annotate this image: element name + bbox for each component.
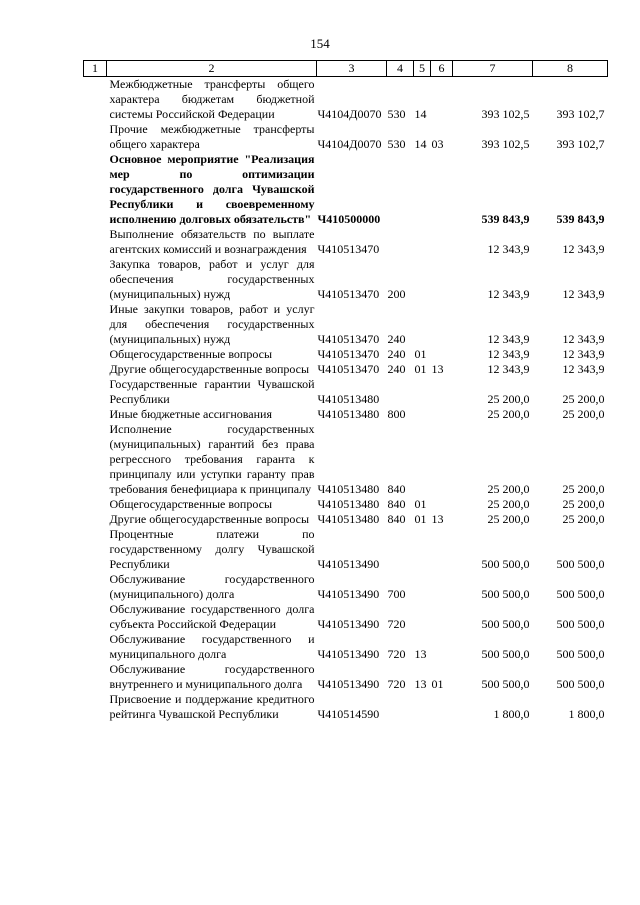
row-amount-col7: 500 500,0 bbox=[481, 647, 530, 661]
row-section bbox=[414, 407, 431, 422]
row-subsection bbox=[431, 602, 453, 632]
row-section bbox=[414, 302, 431, 347]
row-code: Ч410500000 bbox=[317, 212, 381, 226]
row-subsection bbox=[431, 257, 453, 302]
cell-empty bbox=[84, 362, 107, 377]
row-subsection: 01 bbox=[431, 677, 444, 691]
row-expense-type: 840 bbox=[387, 512, 406, 526]
table-row bbox=[84, 347, 608, 362]
row-amount-col8: 12 343,9 bbox=[562, 242, 605, 256]
row-name: Обслуживание государственного внутреннего и муниципального долга bbox=[109, 662, 315, 691]
table-row bbox=[84, 572, 608, 602]
cell-empty bbox=[84, 257, 107, 302]
row-name: Обслуживание государственного долга субъекта Российской Федерации bbox=[109, 602, 315, 631]
cell-empty bbox=[84, 632, 107, 662]
row-amount-col7: 500 500,0 bbox=[481, 677, 530, 691]
cell-empty bbox=[84, 512, 107, 527]
row-subsection bbox=[431, 302, 453, 347]
row-name: Другие общегосударственные вопросы bbox=[109, 362, 310, 376]
table-body bbox=[84, 77, 608, 723]
row-amount-col7: 25 200,0 bbox=[487, 407, 530, 421]
table-row bbox=[84, 602, 608, 632]
row-amount-col8: 12 343,9 bbox=[562, 332, 605, 346]
row-code: Ч410513470 bbox=[317, 362, 380, 376]
row-name: Выполнение обязательств по выплате агентских комиссий и вознаграждения bbox=[109, 227, 315, 256]
row-code: Ч410513480 bbox=[317, 482, 380, 496]
row-expense-type: 200 bbox=[387, 287, 406, 301]
row-code: Ч410514590 bbox=[317, 707, 380, 721]
row-subsection bbox=[431, 572, 453, 602]
row-section bbox=[414, 572, 431, 602]
row-amount-col8: 393 102,7 bbox=[556, 137, 605, 151]
table-row bbox=[84, 152, 608, 227]
row-name: Закупка товаров, работ и услуг для обеспечения государственных (муниципальных) нужд bbox=[109, 257, 315, 301]
row-expense-type bbox=[387, 527, 414, 572]
row-amount-col7: 25 200,0 bbox=[487, 392, 530, 406]
header-col-1: 1 bbox=[84, 61, 107, 77]
row-section bbox=[414, 422, 431, 497]
row-amount-col8: 500 500,0 bbox=[556, 647, 605, 661]
row-code: Ч410513470 bbox=[317, 287, 380, 301]
cell-empty bbox=[84, 377, 107, 407]
row-amount-col8: 12 343,9 bbox=[562, 287, 605, 301]
row-amount-col8: 500 500,0 bbox=[556, 617, 605, 631]
row-section: 14 bbox=[414, 137, 427, 151]
row-amount-col7: 12 343,9 bbox=[487, 287, 530, 301]
row-section: 01 bbox=[414, 512, 427, 526]
row-expense-type: 720 bbox=[387, 617, 406, 631]
row-section bbox=[414, 257, 431, 302]
row-section: 01 bbox=[414, 347, 427, 361]
row-code: Ч410513480 bbox=[317, 407, 380, 421]
row-amount-col7: 500 500,0 bbox=[481, 557, 530, 571]
row-amount-col7: 12 343,9 bbox=[487, 332, 530, 346]
row-amount-col8: 500 500,0 bbox=[556, 587, 605, 601]
row-code: Ч410513480 bbox=[317, 392, 380, 406]
row-subsection: 03 bbox=[431, 137, 444, 151]
row-code: Ч4104Д0070 bbox=[317, 137, 382, 151]
row-expense-type: 840 bbox=[387, 482, 406, 496]
row-amount-col7: 12 343,9 bbox=[487, 347, 530, 361]
row-subsection bbox=[431, 407, 453, 422]
row-code: Ч4104Д0070 bbox=[317, 107, 382, 121]
cell-empty bbox=[84, 602, 107, 632]
row-amount-col8: 25 200,0 bbox=[562, 512, 605, 526]
row-name: Основное мероприятие "Реализация мер по оптимизации государственного долга Чувашской Республики и своевременному исполнению долговых обязательств" bbox=[109, 152, 315, 226]
row-amount-col7: 25 200,0 bbox=[487, 482, 530, 496]
row-subsection bbox=[431, 152, 453, 227]
row-amount-col8: 12 343,9 bbox=[562, 362, 605, 376]
row-amount-col7: 539 843,9 bbox=[481, 212, 530, 226]
row-name: Прочие межбюджетные трансферты общего характера bbox=[109, 122, 315, 151]
table-row bbox=[84, 662, 608, 692]
row-section bbox=[414, 377, 431, 407]
row-subsection bbox=[431, 77, 453, 123]
row-expense-type: 240 bbox=[387, 332, 406, 346]
row-amount-col7: 12 343,9 bbox=[487, 362, 530, 376]
row-section bbox=[414, 692, 431, 722]
row-code: Ч410513470 bbox=[317, 347, 380, 361]
cell-empty bbox=[84, 662, 107, 692]
row-code: Ч410513470 bbox=[317, 242, 380, 256]
table-row bbox=[84, 362, 608, 377]
cell-empty bbox=[84, 347, 107, 362]
row-amount-col7: 25 200,0 bbox=[487, 512, 530, 526]
header-col-8: 8 bbox=[533, 61, 608, 77]
table-row bbox=[84, 527, 608, 572]
row-code: Ч410513470 bbox=[317, 332, 380, 346]
row-subsection bbox=[431, 692, 453, 722]
row-amount-col7: 393 102,5 bbox=[481, 107, 530, 121]
header-col-4: 4 bbox=[387, 61, 414, 77]
table-row bbox=[84, 227, 608, 257]
row-name: Иные бюджетные ассигнования bbox=[109, 407, 272, 421]
row-name: Другие общегосударственные вопросы bbox=[109, 512, 310, 526]
row-section bbox=[414, 227, 431, 257]
row-expense-type: 530 bbox=[387, 107, 406, 121]
row-amount-col8: 393 102,7 bbox=[556, 107, 605, 121]
row-name: Общегосударственные вопросы bbox=[109, 497, 273, 511]
row-amount-col8: 500 500,0 bbox=[556, 557, 605, 571]
row-subsection bbox=[431, 377, 453, 407]
table-row bbox=[84, 377, 608, 407]
row-section bbox=[414, 602, 431, 632]
row-expense-type bbox=[387, 227, 414, 257]
row-amount-col8: 25 200,0 bbox=[562, 392, 605, 406]
cell-empty bbox=[84, 407, 107, 422]
row-section: 13 bbox=[414, 647, 427, 661]
row-section: 14 bbox=[414, 107, 427, 121]
row-code: Ч410513490 bbox=[317, 557, 380, 571]
row-subsection bbox=[431, 632, 453, 662]
row-expense-type: 720 bbox=[387, 647, 406, 661]
header-col-2: 2 bbox=[107, 61, 317, 77]
cell-empty bbox=[84, 422, 107, 497]
header-col-7: 7 bbox=[453, 61, 533, 77]
table-row bbox=[84, 302, 608, 347]
table-row bbox=[84, 692, 608, 722]
row-name: Государственные гарантии Чувашской Республики bbox=[109, 377, 315, 406]
table-row bbox=[84, 77, 608, 123]
row-amount-col7: 12 343,9 bbox=[487, 242, 530, 256]
row-code: Ч410513480 bbox=[317, 512, 380, 526]
row-code: Ч410513490 bbox=[317, 587, 380, 601]
row-section: 13 bbox=[414, 677, 427, 691]
row-name: Иные закупки товаров, работ и услуг для обеспечения государственных (муниципальных) нужд bbox=[109, 302, 315, 346]
row-section bbox=[414, 527, 431, 572]
cell-empty bbox=[84, 527, 107, 572]
cell-empty bbox=[84, 572, 107, 602]
row-expense-type bbox=[387, 692, 414, 722]
row-amount-col8: 25 200,0 bbox=[562, 497, 605, 511]
cell-empty bbox=[84, 227, 107, 257]
row-amount-col8: 12 343,9 bbox=[562, 347, 605, 361]
row-amount-col7: 25 200,0 bbox=[487, 497, 530, 511]
cell-empty bbox=[84, 122, 107, 152]
table-row bbox=[84, 512, 608, 527]
row-amount-col8: 539 843,9 bbox=[556, 212, 605, 226]
budget-table bbox=[83, 60, 608, 722]
row-expense-type: 840 bbox=[387, 497, 406, 511]
row-subsection: 13 bbox=[431, 362, 444, 376]
row-amount-col8: 500 500,0 bbox=[556, 677, 605, 691]
page-number: 154 bbox=[310, 36, 330, 51]
row-section: 01 bbox=[414, 497, 427, 511]
row-expense-type: 700 bbox=[387, 587, 406, 601]
header-col-5: 5 bbox=[414, 61, 431, 77]
row-name: Присвоение и поддержание кредитного рейтинга Чувашской Республики bbox=[109, 692, 315, 721]
row-expense-type: 240 bbox=[387, 362, 406, 376]
row-expense-type bbox=[387, 377, 414, 407]
table-row bbox=[84, 257, 608, 302]
row-name: Обслуживание государственного (муниципального) долга bbox=[109, 572, 315, 601]
table-row bbox=[84, 122, 608, 152]
cell-empty bbox=[84, 497, 107, 512]
row-amount-col8: 25 200,0 bbox=[562, 482, 605, 496]
row-amount-col8: 25 200,0 bbox=[562, 407, 605, 421]
row-expense-type: 240 bbox=[387, 347, 406, 361]
header-col-3: 3 bbox=[317, 61, 387, 77]
row-code: Ч410513490 bbox=[317, 617, 380, 631]
table-row bbox=[84, 422, 608, 497]
row-expense-type bbox=[387, 152, 414, 227]
row-subsection bbox=[431, 347, 453, 362]
row-subsection bbox=[431, 497, 453, 512]
row-amount-col7: 1 800,0 bbox=[493, 707, 530, 721]
table-row bbox=[84, 407, 608, 422]
cell-empty bbox=[84, 152, 107, 227]
row-code: Ч410513490 bbox=[317, 647, 380, 661]
row-subsection bbox=[431, 422, 453, 497]
row-expense-type: 800 bbox=[387, 407, 406, 421]
row-subsection bbox=[431, 227, 453, 257]
row-name: Обслуживание государственного и муниципального долга bbox=[109, 632, 315, 661]
header-col-6: 6 bbox=[431, 61, 453, 77]
row-amount-col8: 1 800,0 bbox=[568, 707, 605, 721]
table-row bbox=[84, 632, 608, 662]
cell-empty bbox=[84, 77, 107, 123]
row-amount-col7: 500 500,0 bbox=[481, 617, 530, 631]
row-subsection: 13 bbox=[431, 512, 444, 526]
row-code: Ч410513490 bbox=[317, 677, 380, 691]
row-expense-type: 530 bbox=[387, 137, 406, 151]
cell-empty bbox=[84, 302, 107, 347]
row-name: Межбюджетные трансферты общего характера бюджетам бюджетной системы Российской Федерации bbox=[109, 77, 315, 121]
table-row bbox=[84, 497, 608, 512]
row-subsection bbox=[431, 527, 453, 572]
row-name: Исполнение государственных (муниципальных) гарантий без права регрессного требования гаранта к принципалу или уступки гаранту прав требования бенефициара к принципалу bbox=[109, 422, 315, 496]
row-amount-col7: 500 500,0 bbox=[481, 587, 530, 601]
row-section: 01 bbox=[414, 362, 427, 376]
row-expense-type: 720 bbox=[387, 677, 406, 691]
table-header bbox=[84, 61, 608, 77]
row-amount-col7: 393 102,5 bbox=[481, 137, 530, 151]
row-section bbox=[414, 152, 431, 227]
row-name: Процентные платежи по государственному долгу Чувашской Республики bbox=[109, 527, 315, 571]
row-name: Общегосударственные вопросы bbox=[109, 347, 273, 361]
cell-empty bbox=[84, 692, 107, 722]
row-code: Ч410513480 bbox=[317, 497, 380, 511]
header-row bbox=[84, 61, 608, 77]
